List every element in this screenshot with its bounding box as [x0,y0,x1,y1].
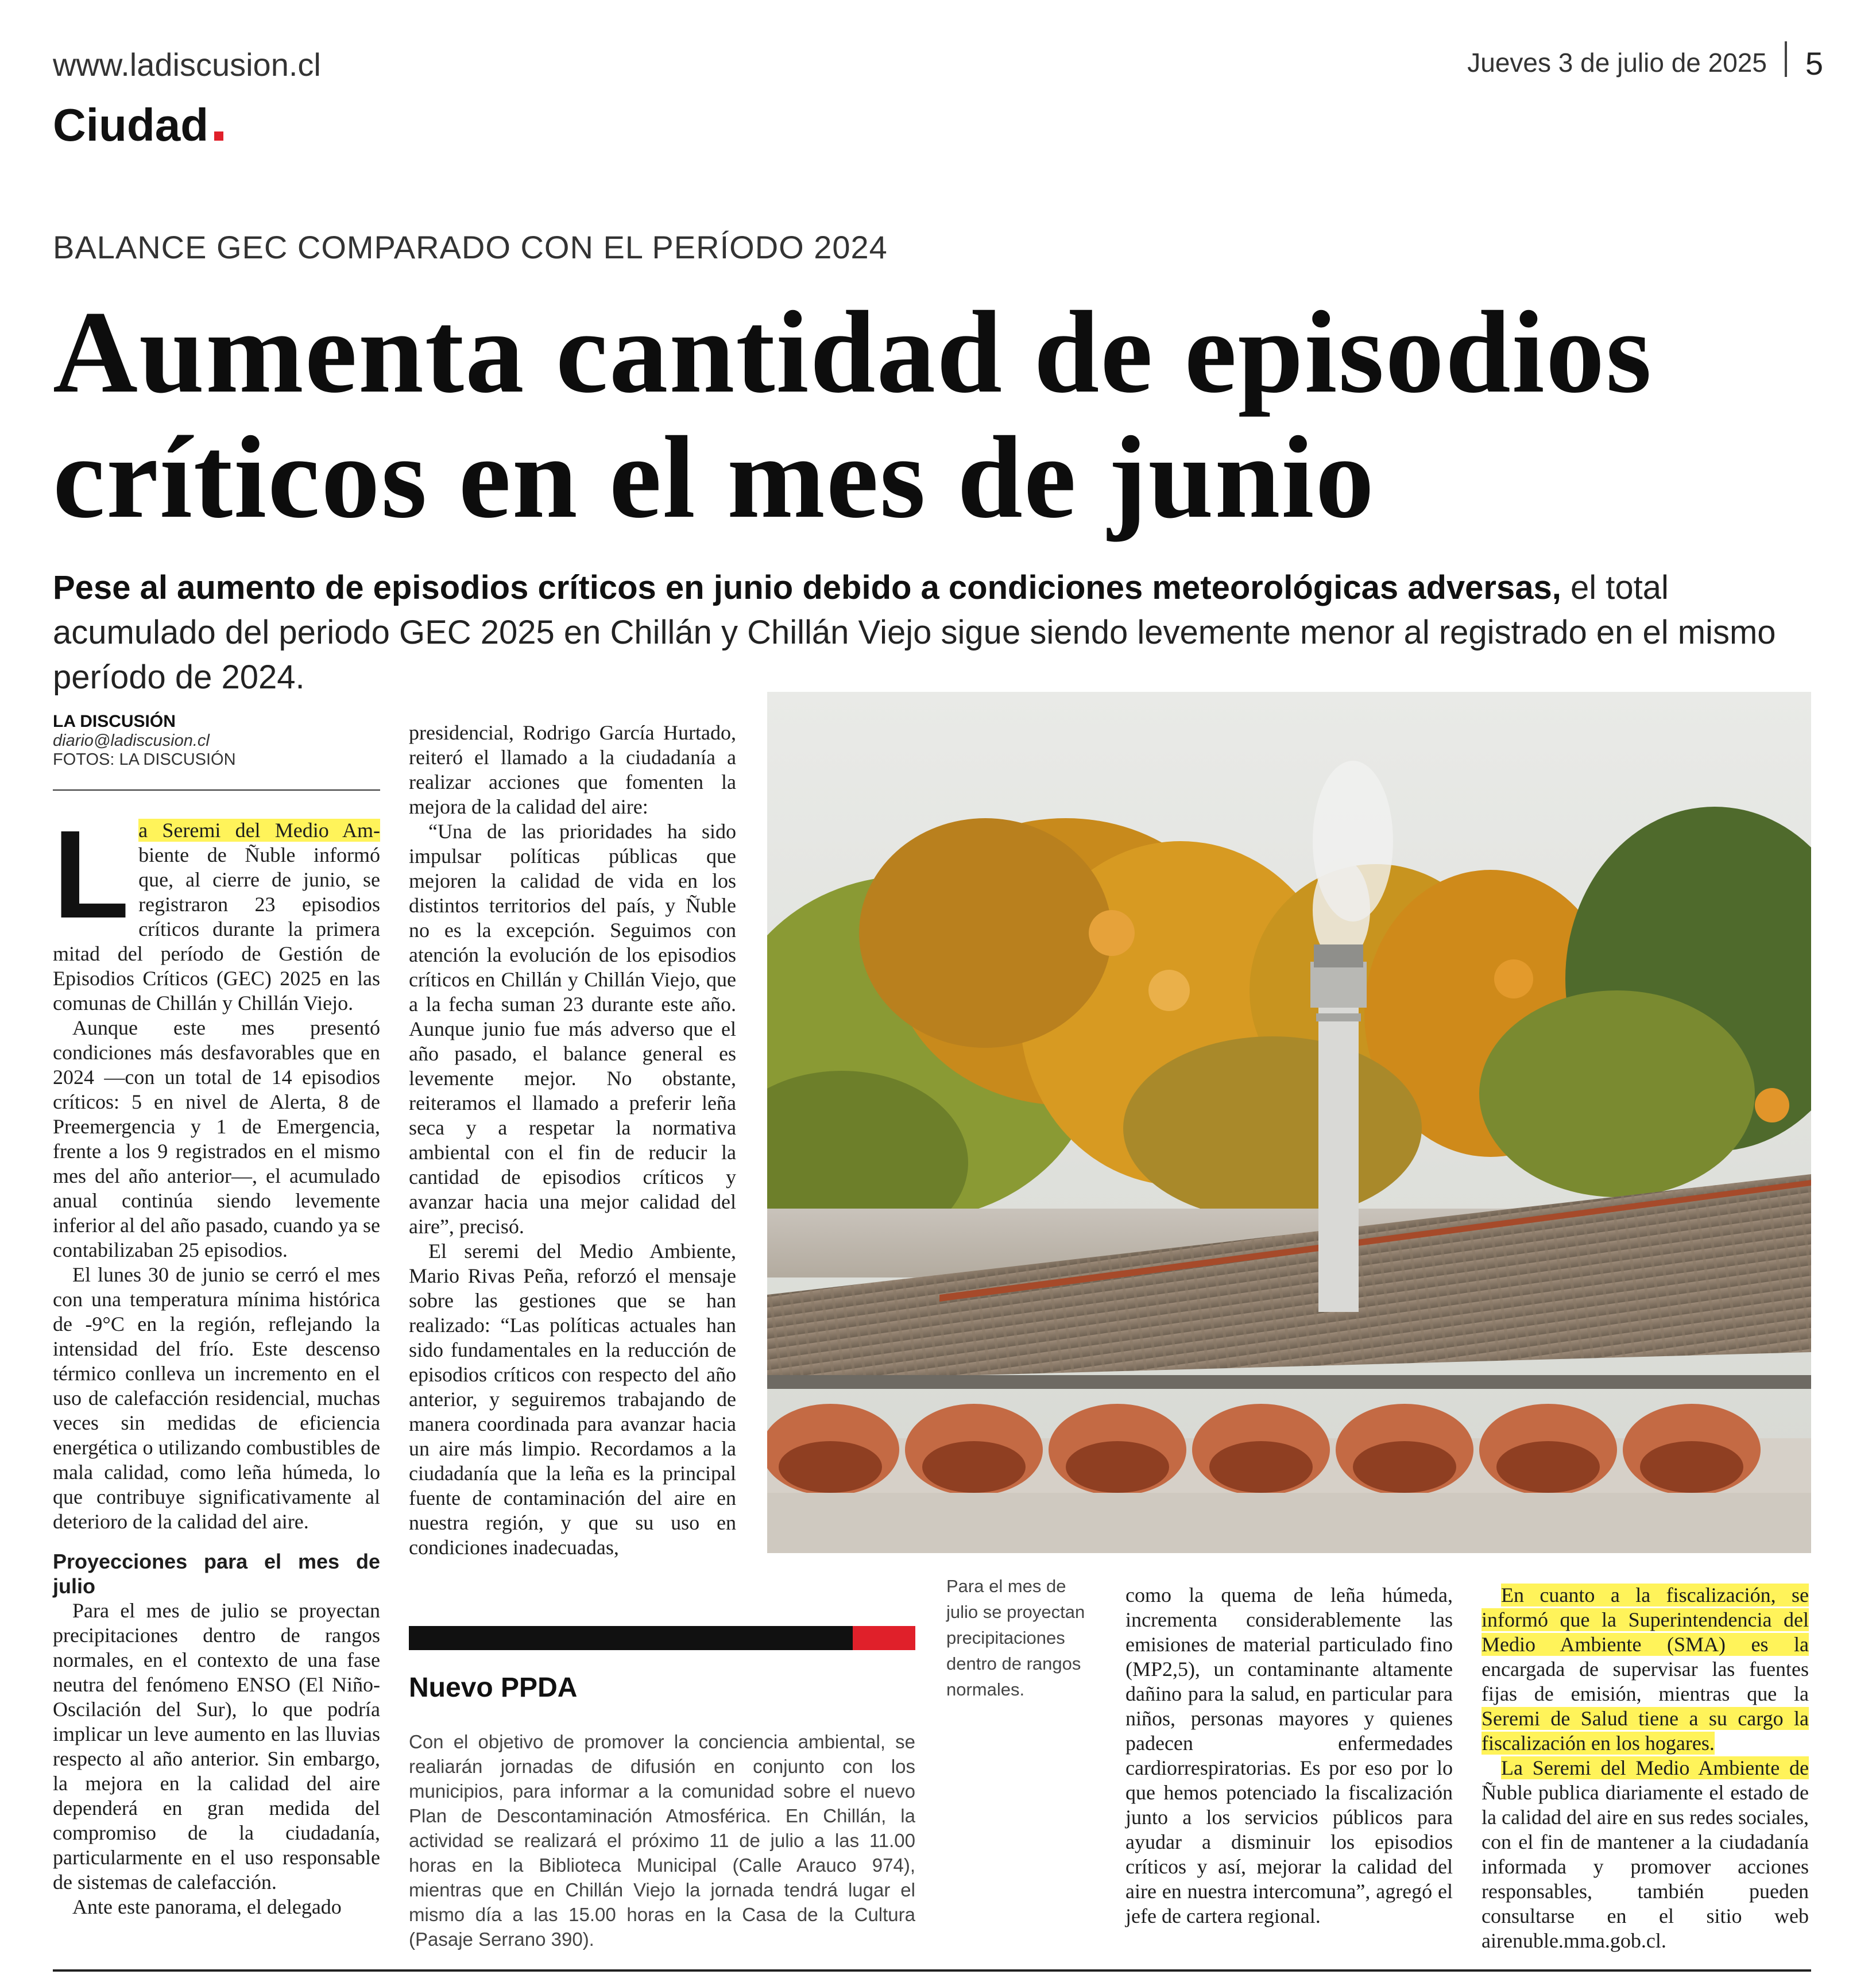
paragraph-8: El seremi del Medio Ambiente, Mario Rivas Peña, reforzó el mensaje sobre las gestiones que se han realizado: “Las políticas actuales han sido fundamentales en la reducción de episodios críticos con respecto del año anterior, y seguiremos trabajando de manera coordinada para avanzar hacia un aire más limpio. Recordamos a la ciudadanía que la leña es la principal fuente de contaminación del aire en nuestra región, y que su uso en condiciones inadecuadas, [409,1240,736,1559]
paragraph-7: “Una de las prioridades ha sido impulsar políticas públicas que mejoren la calidad de vida en los distintos territorios del país, y Ñuble no es la excepción. Seguimos con atención la evolución de los episodios críticos en Chillán y Chillán Viejo, que a la fecha suman 23 durante este año. Aunque junio fue más adverso que el año pasado, el balance general es levemente mejor. No obstante, reiteramos el llamado a preferir leña seca y a respetar la normativa ambiental con el fin de reducir la cantidad de episodios críticos y avanzar hacia una mejor calidad del aire”, precisó. [409,820,736,1238]
paragraph-1 [53,805,380,1016]
lead-bold: Pese al aumento de episodios críticos en junio debido a condiciones meteorológicas adversas, [53,569,1561,606]
box-body: Con el objetivo de promover la conciencia ambiental, se realiarán jornadas de difusión en conjunto con los municipios, para informar a la comunidad sobre el nuevo Plan de Descontaminación Atmosférica. En Chillán, la actividad se realizará el próximo 11 de julio a las 11.00 horas en la Biblioteca Municipal (Calle Arauco 974), mientras que en Chillán Viejo la jornada tendrá lugar el mismo día a las 15.00 horas en la Casa de la Cultura (Pasaje Serrano 390). [409,1731,915,1950]
paragraph-11 [1482,1756,1809,1953]
article-kicker: BALANCE GEC COMPARADO CON EL PERÍODO 2024 [53,229,888,265]
section-label: Ciudad [53,99,209,150]
page-number: 5 [1805,45,1823,82]
paragraph-1-text: biente de Ñuble informó que, al cierre de junio, se registraron 23 episodios críticos durante la primera mitad del período de Gestión de Episodios Críticos (GEC) 2025 en las comunas de Chillán y Chillán Viejo. [53,843,380,1015]
article-column-4 [1125,1583,1453,1929]
highlighted-text: En cuanto a la fiscalización, se informó que la Superintendencia del Medio Ambiente (SMA) es la [1482,1584,1809,1656]
subhead: Proyecciones para el mes de julio [53,1550,380,1598]
paragraph-6: presidencial, Rodrigo García Hurtado, reiteró el llamado a la ciudadanía a realizar acciones que fomenten la mejora de la calidad del aire: [409,721,736,818]
header-divider [1785,41,1787,77]
photo-caption: Para el mes de julio se proyectan precipitaciones dentro de rangos normales. [946,1576,1085,1699]
highlighted-text: a Seremi del Medio Am- [138,819,380,842]
section-dot-icon [214,131,223,141]
article-column-1 [53,805,380,1919]
box-title: Nuevo PPDA [409,1673,578,1703]
byline-photos: FOTOS: LA DISCUSIÓN [53,750,236,769]
paragraph-5: Ante este panorama, el delegado [72,1895,342,1918]
highlighted-text: La Seremi del Medio Ambiente de [1501,1756,1809,1779]
paragraph-10 [1482,1583,1809,1756]
article-lead [53,566,1821,700]
rooftop-chimney-photo [767,692,1811,1553]
lead-rest: el total acumulado del periodo GEC 2025 en Chillán y Chillán Viejo sigue siendo levemente menor al registrado en el mismo período de 2024. [53,569,1776,696]
box-top-bar [409,1626,915,1650]
paragraph-2: Aunque este mes presentó condiciones más desfavorables que en 2024 —con un total de 14 episodios críticos: 5 en nivel de Alerta, 8 de Preemergencia y 1 de Emergencia, frente a los 9 registrados en el mismo mes del año anterior—, el acumulado anual continúa siendo levemente inferior al del año pasado, cuando ya se contabilizaban 25 episodios. [53,1016,380,1261]
article-column-2 [409,721,736,1560]
article-column-5 [1482,1583,1809,1953]
article-photo [767,692,1811,1553]
issue-date: Jueves 3 de julio de 2025 [1467,48,1767,78]
highlighted-text: Seremi de Salud tiene a su cargo la fiscalización en los hogares. [1482,1707,1809,1755]
byline-author: LA DISCUSIÓN [53,712,176,731]
byline [53,712,380,769]
paragraph-11-text: Ñuble publica diariamente el estado de la calidad del aire en sus redes sociales, con el fin de mantener a la ciudadanía informada y promover acciones responsables, también pueden consultarse en el sitio web airenuble.mma.gob.cl. [1482,1781,1809,1952]
paragraph-3: El lunes 30 de junio se cerró el mes con una temperatura mínima histórica de -9°C en la región, reflejando la intensidad del frío. Este descenso térmico conlleva un incremento en el uso de calefacción residencial, muchas veces sin medidas de eficiencia energética o utilizando combustibles de mala calidad, como leña húmeda, lo que contribuye significativamente al deterioro de la calidad del aire. [53,1263,380,1533]
byline-email: diario@ladiscusion.cl [53,731,210,750]
headline-line-2: críticos en el mes de junio [53,412,1375,543]
paragraph-10-text: encargada de supervisar las fuentes fijas de emisión, mientras que la [1482,1658,1809,1705]
headline-line-1: Aumenta cantidad de episodios [53,287,1653,417]
bottom-divider [53,1969,1811,1972]
drop-cap: L [53,805,130,944]
section-title [53,99,223,152]
box-accent-bar [853,1626,915,1650]
article-headline [53,287,1833,543]
byline-divider [53,789,380,791]
site-url: www.ladiscusion.cl [53,47,321,83]
paragraph-9: como la quema de leña húmeda, incrementa considerablemente las emisiones de material particulado fino (MP2,5), un contaminante altamente dañino para la salud, en particular para niños, personas mayores y quienes padecen enfermedades cardiorrespiratorias. Es por eso por lo que hemos potenciado la fiscalización junto a los servicios públicos para ayudar a disminuir los episodios críticos y así, mejorar la calidad del aire en nuestra intercomuna”, agregó el jefe de cartera regional. [1125,1584,1453,1927]
paragraph-4: Para el mes de julio se proyectan precipitaciones dentro de rangos normales, en el contexto de una fase neutra del fenómeno ENSO (El Niño-Oscilación del Sur), lo que podría implicar un leve aumento en las lluvias respecto al año anterior. Sin embargo, la mejora en la calidad del aire dependerá en gran medida del compromiso de la ciudadanía, particularmente en el uso responsable de sistemas de calefacción. [53,1599,380,1894]
